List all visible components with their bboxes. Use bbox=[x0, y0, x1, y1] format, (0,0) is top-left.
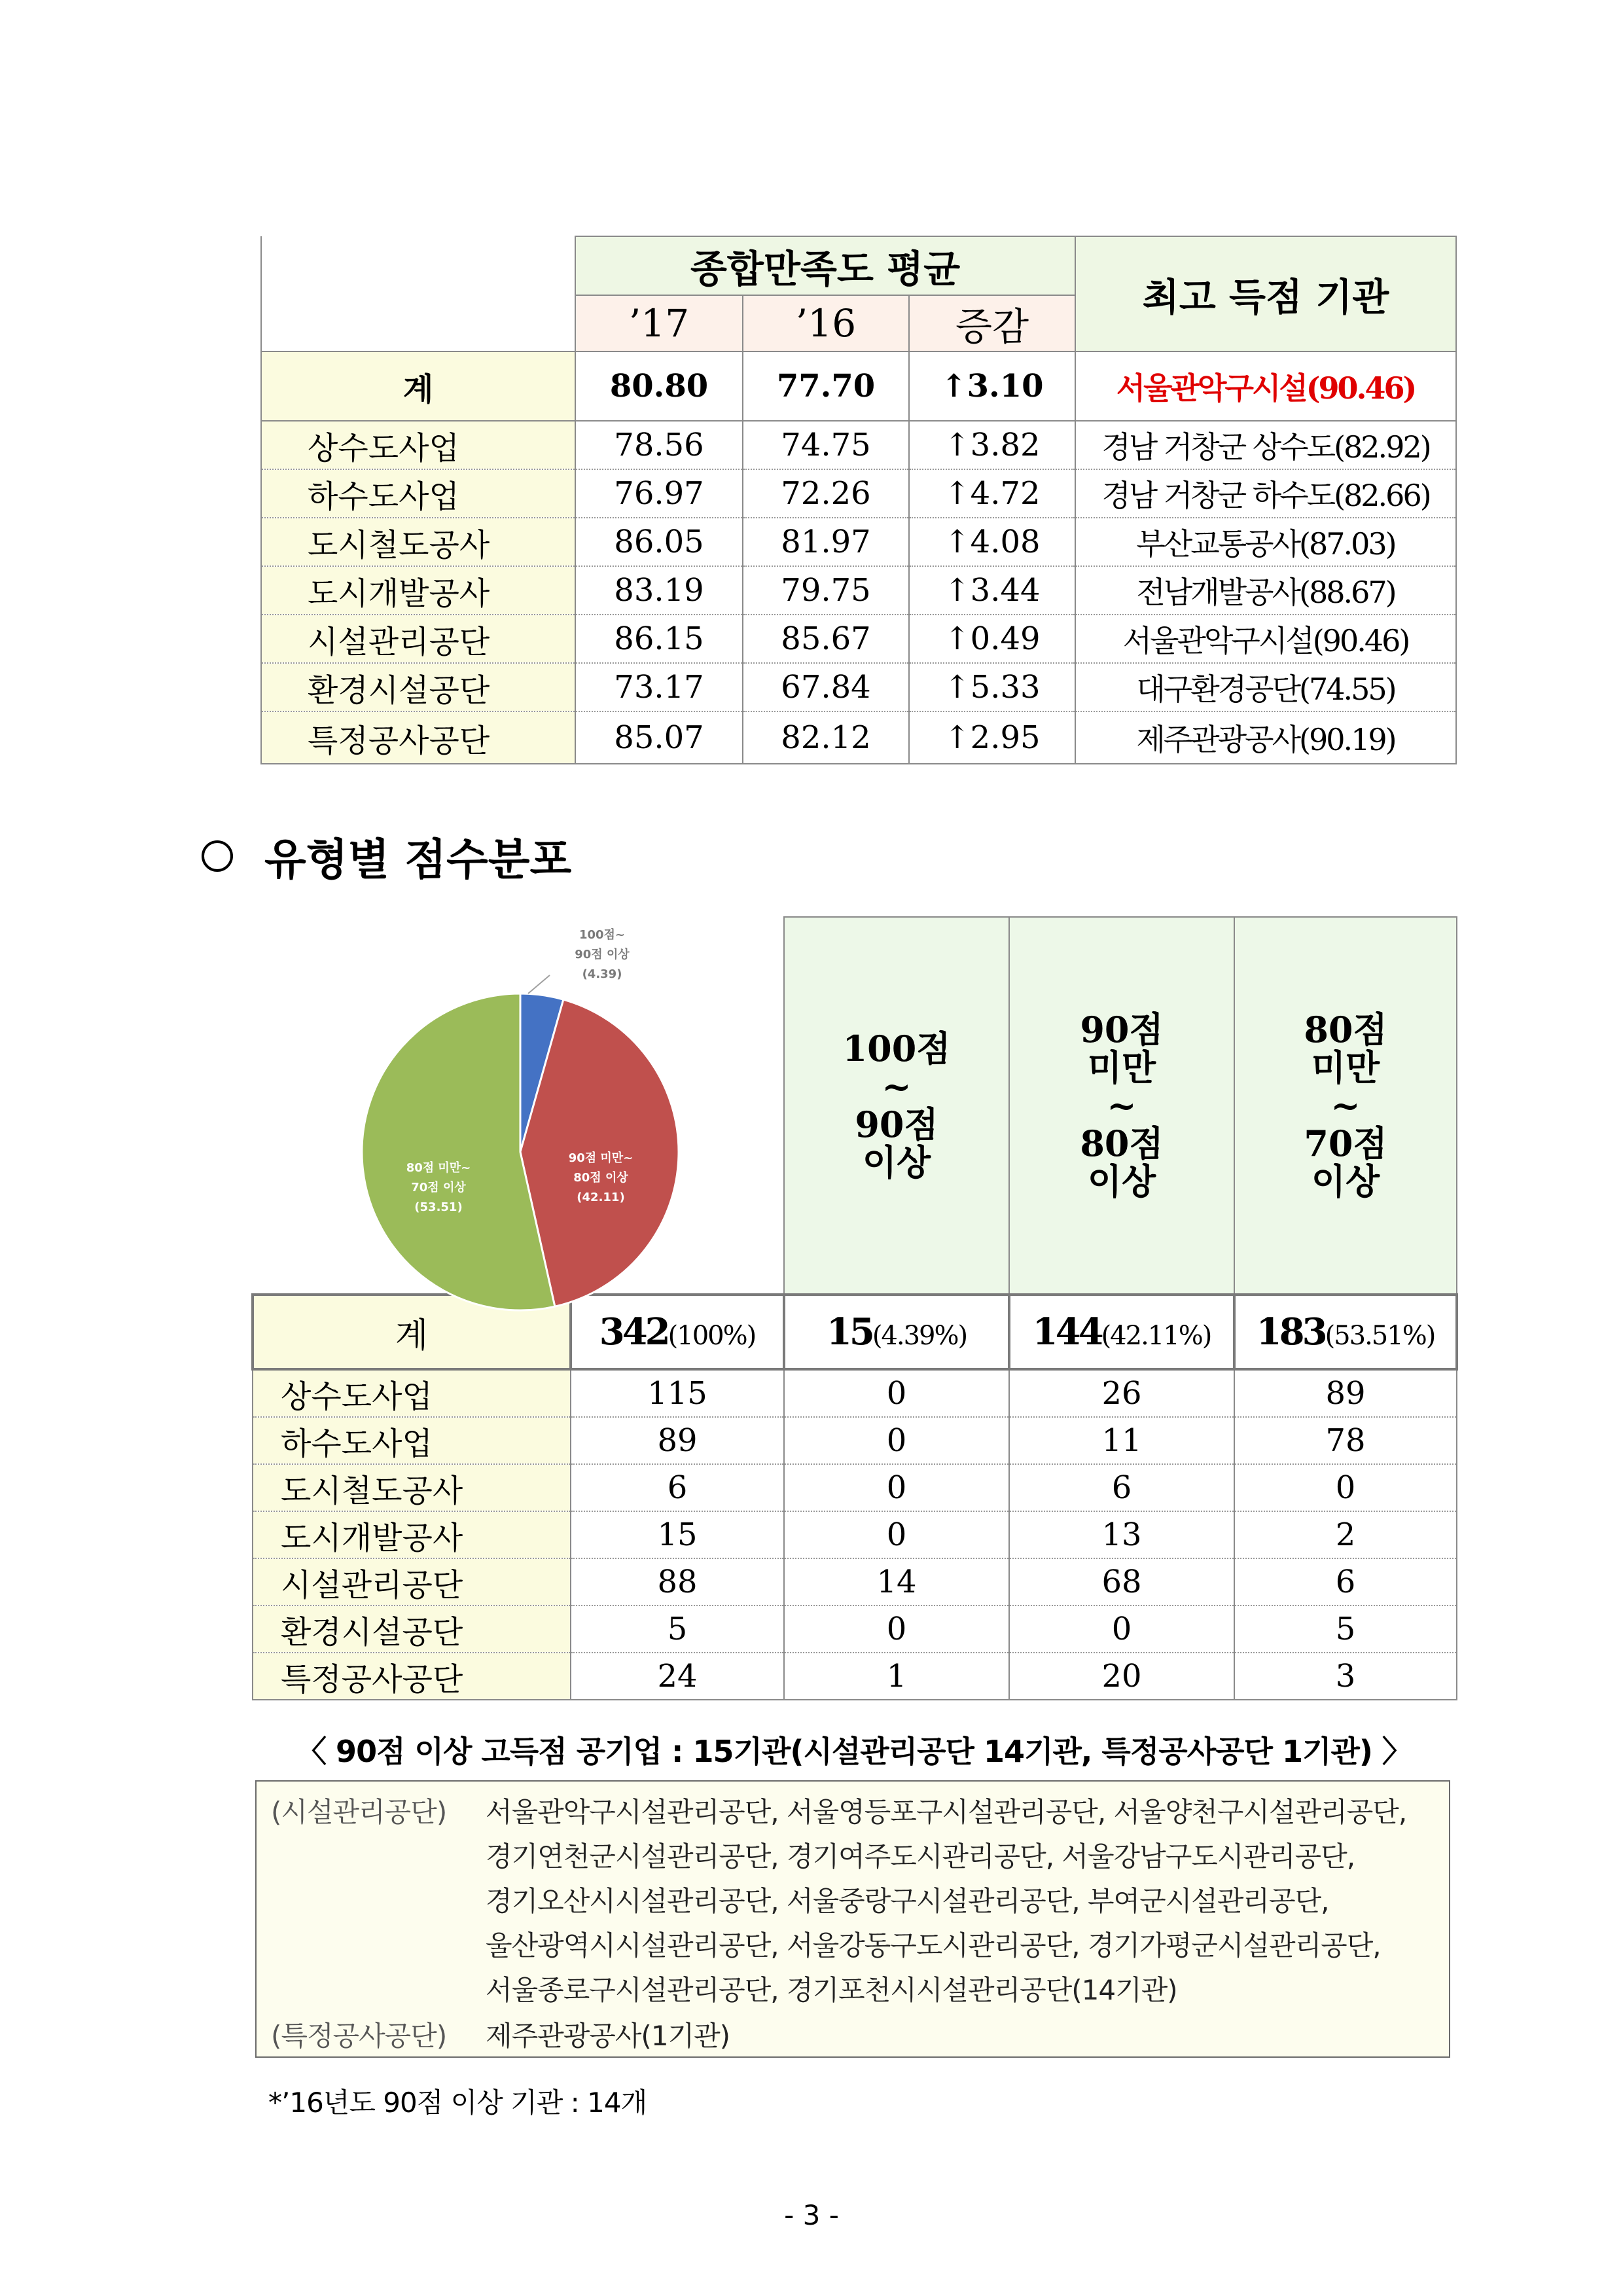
cell-change: ↑4.08 bbox=[909, 518, 1075, 566]
cell-y17: 86.05 bbox=[575, 518, 743, 566]
pie-data-label: 90점 미만~ bbox=[568, 1151, 633, 1165]
table-row bbox=[253, 1511, 1457, 1558]
table-row bbox=[253, 1605, 1457, 1653]
cell-count-90-80: 0 bbox=[1009, 1605, 1234, 1653]
cell-total-count: 15 bbox=[571, 1511, 784, 1558]
table-row bbox=[253, 1417, 1457, 1464]
table-row bbox=[261, 469, 1456, 518]
cell-top-institution: 서울관악구시설(90.46) bbox=[1075, 615, 1456, 663]
cell-top-institution: 경남 거창군 상수도(82.92) bbox=[1075, 421, 1456, 469]
cell-count-90-80: 6 bbox=[1009, 1464, 1234, 1511]
pie-leader-line bbox=[528, 975, 550, 994]
cell-y16: 72.26 bbox=[743, 469, 909, 518]
pie-chart-svg bbox=[353, 910, 720, 1316]
row-label: 계 bbox=[253, 1295, 571, 1369]
cell-count-100-90: 0 bbox=[784, 1464, 1009, 1511]
range-header-100-90: 100점 ~ 90점 이상 bbox=[784, 917, 1009, 1295]
cell-top-institution: 경남 거창군 하수도(82.66) bbox=[1075, 469, 1456, 518]
row-label: 도시개발공사 bbox=[261, 566, 575, 615]
cell-change: ↑5.33 bbox=[909, 663, 1075, 711]
row-label: 도시개발공사 bbox=[253, 1511, 571, 1558]
cell-count-90-80: 68 bbox=[1009, 1558, 1234, 1605]
header-year-17: ’17 bbox=[575, 295, 743, 351]
cell-y16: 77.70 bbox=[743, 351, 909, 421]
cell-y17: 83.19 bbox=[575, 566, 743, 615]
table-row bbox=[253, 1369, 1457, 1417]
cell-change: ↑3.44 bbox=[909, 566, 1075, 615]
table-row-total bbox=[261, 351, 1456, 421]
page-number: - 3 - bbox=[784, 2199, 839, 2231]
pie-data-label: 90점 이상 bbox=[575, 948, 630, 961]
cell-change: ↑3.10 bbox=[909, 351, 1075, 421]
cell-count-100-90: 15(4.39%) bbox=[784, 1295, 1009, 1369]
table-row bbox=[261, 663, 1456, 711]
row-label: 시설관리공단 bbox=[253, 1558, 571, 1605]
range-header-90-80: 90점 미만 ~ 80점 이상 bbox=[1009, 917, 1234, 1295]
high-score-title: 〈 90점 이상 고득점 공기업 : 15기관(시설관리공단 14기관, 특정공사공단 1기관) 〉 bbox=[296, 1734, 1412, 1769]
pie-data-label: 100점~ bbox=[579, 928, 626, 942]
cell-count-90-80: 11 bbox=[1009, 1417, 1234, 1464]
cell-y16: 67.84 bbox=[743, 663, 909, 711]
cell-count-80-70: 78 bbox=[1234, 1417, 1457, 1464]
cell-top-institution: 부산교통공사(87.03) bbox=[1075, 518, 1456, 566]
pie-data-label: 70점 이상 bbox=[411, 1181, 466, 1194]
cell-y16: 82.12 bbox=[743, 711, 909, 764]
cell-y17: 85.07 bbox=[575, 711, 743, 764]
cell-total-count: 24 bbox=[571, 1653, 784, 1700]
cell-change: ↑2.95 bbox=[909, 711, 1075, 764]
table-row bbox=[261, 518, 1456, 566]
cell-total-count: 6 bbox=[571, 1464, 784, 1511]
cell-total-count: 115 bbox=[571, 1369, 784, 1417]
table-row bbox=[261, 615, 1456, 663]
pie-data-label: 80점 미만~ bbox=[406, 1161, 471, 1175]
header-satisfaction-average: 종합만족도 평균 bbox=[575, 236, 1075, 295]
facility-label: (시설관리공단) bbox=[271, 1796, 447, 1828]
header-top-institution: 최고 득점 기관 bbox=[1075, 236, 1456, 351]
cell-change: ↑4.72 bbox=[909, 469, 1075, 518]
facility-line: 경기연천군시설관리공단, 경기여주도시관리공단, 서울강남구도시관리공단, bbox=[486, 1840, 1355, 1873]
cell-change: ↑3.82 bbox=[909, 421, 1075, 469]
cell-count-100-90: 1 bbox=[784, 1653, 1009, 1700]
cell-total-count: 88 bbox=[571, 1558, 784, 1605]
cell-y17: 76.97 bbox=[575, 469, 743, 518]
cell-y17: 73.17 bbox=[575, 663, 743, 711]
score-distribution-pie-chart bbox=[353, 910, 720, 1316]
cell-count-100-90: 0 bbox=[784, 1605, 1009, 1653]
satisfaction-table bbox=[260, 236, 1457, 764]
cell-count-90-80: 26 bbox=[1009, 1369, 1234, 1417]
cell-y16: 74.75 bbox=[743, 421, 909, 469]
cell-count-100-90: 0 bbox=[784, 1369, 1009, 1417]
pie-data-label: (4.39) bbox=[582, 967, 622, 981]
cell-total-count: 342(100%) bbox=[571, 1295, 784, 1369]
cell-top-institution: 전남개발공사(88.67) bbox=[1075, 566, 1456, 615]
table-row bbox=[253, 1464, 1457, 1511]
circle-bullet-icon bbox=[202, 840, 233, 872]
table-row bbox=[261, 566, 1456, 615]
cell-total-count: 5 bbox=[571, 1605, 784, 1653]
cell-count-80-70: 6 bbox=[1234, 1558, 1457, 1605]
special-label: (특정공사공단) bbox=[271, 2020, 447, 2052]
table-row bbox=[261, 711, 1456, 764]
special-line: 제주관광공사(1기관) bbox=[486, 2020, 730, 2052]
row-label: 환경시설공단 bbox=[253, 1605, 571, 1653]
row-label: 시설관리공단 bbox=[261, 615, 575, 663]
table-row bbox=[253, 1558, 1457, 1605]
cell-count-100-90: 0 bbox=[784, 1511, 1009, 1558]
facility-line: 울산광역시시설관리공단, 서울강동구도시관리공단, 경기가평군시설관리공단, bbox=[486, 1929, 1381, 1962]
cell-top-institution: 제주관광공사(90.19) bbox=[1075, 711, 1456, 764]
cell-count-100-90: 0 bbox=[784, 1417, 1009, 1464]
row-label: 상수도사업 bbox=[261, 421, 575, 469]
cell-y16: 81.97 bbox=[743, 518, 909, 566]
pie-data-label: (42.11) bbox=[577, 1191, 625, 1204]
cell-y16: 85.67 bbox=[743, 615, 909, 663]
pie-data-label: 80점 이상 bbox=[573, 1171, 628, 1185]
row-label: 특정공사공단 bbox=[261, 711, 575, 764]
high-score-box bbox=[255, 1780, 1450, 2058]
cell-total-count: 89 bbox=[571, 1417, 784, 1464]
header-change: 증감 bbox=[909, 295, 1075, 351]
cell-y16: 79.75 bbox=[743, 566, 909, 615]
row-label: 하수도사업 bbox=[253, 1417, 571, 1464]
cell-count-100-90: 14 bbox=[784, 1558, 1009, 1605]
row-label: 계 bbox=[261, 351, 575, 421]
cell-count-80-70: 0 bbox=[1234, 1464, 1457, 1511]
cell-y17: 78.56 bbox=[575, 421, 743, 469]
cell-count-90-80: 144(42.11%) bbox=[1009, 1295, 1234, 1369]
row-label: 특정공사공단 bbox=[253, 1653, 571, 1700]
cell-y17: 80.80 bbox=[575, 351, 743, 421]
cell-change: ↑0.49 bbox=[909, 615, 1075, 663]
cell-count-80-70: 89 bbox=[1234, 1369, 1457, 1417]
row-label: 하수도사업 bbox=[261, 469, 575, 518]
cell-top-institution: 서울관악구시설(90.46) bbox=[1075, 351, 1456, 421]
section-title: 유형별 점수분포 bbox=[264, 834, 572, 885]
pie-data-label: (53.51) bbox=[414, 1200, 463, 1214]
cell-count-80-70: 3 bbox=[1234, 1653, 1457, 1700]
facility-line: 경기오산시시설관리공단, 서울중랑구시설관리공단, 부여군시설관리공단, bbox=[486, 1885, 1329, 1917]
table-row bbox=[261, 421, 1456, 469]
cell-count-80-70: 5 bbox=[1234, 1605, 1457, 1653]
row-label: 도시철도공사 bbox=[253, 1464, 571, 1511]
row-label: 환경시설공단 bbox=[261, 663, 575, 711]
row-label: 도시철도공사 bbox=[261, 518, 575, 566]
section-heading bbox=[202, 825, 571, 887]
cell-top-institution: 대구환경공단(74.55) bbox=[1075, 663, 1456, 711]
header-year-16: ’16 bbox=[743, 295, 909, 351]
cell-y17: 86.15 bbox=[575, 615, 743, 663]
cell-count-90-80: 13 bbox=[1009, 1511, 1234, 1558]
footnote: *’16년도 90점 이상 기관 : 14개 bbox=[268, 2087, 647, 2119]
facility-line: 서울종로구시설관리공단, 경기포천시시설관리공단(14기관) bbox=[486, 1974, 1177, 2006]
table-row bbox=[253, 1653, 1457, 1700]
cell-count-80-70: 2 bbox=[1234, 1511, 1457, 1558]
range-header-80-70: 80점 미만 ~ 70점 이상 bbox=[1234, 917, 1457, 1295]
cell-count-80-70: 183(53.51%) bbox=[1234, 1295, 1457, 1369]
row-label: 상수도사업 bbox=[253, 1369, 571, 1417]
cell-count-90-80: 20 bbox=[1009, 1653, 1234, 1700]
facility-line: 서울관악구시설관리공단, 서울영등포구시설관리공단, 서울양천구시설관리공단, bbox=[486, 1796, 1407, 1828]
